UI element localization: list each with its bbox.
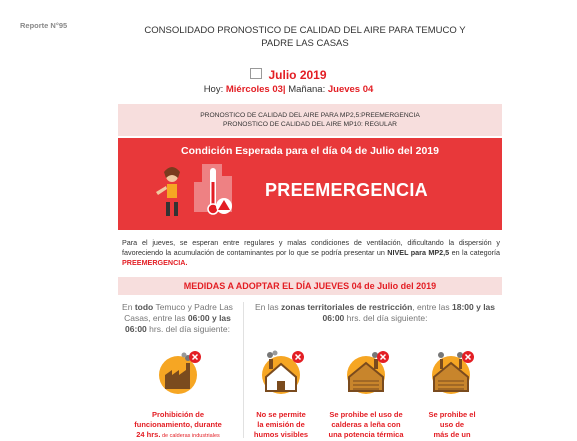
right-intro-b: zonas territoriales de restricción bbox=[280, 302, 413, 312]
condition-heading: Condición Esperada para el día 04 de Julio del 2019 bbox=[181, 145, 439, 157]
left-intro-a: En bbox=[122, 302, 135, 312]
month-label: Julio 2019 bbox=[268, 68, 327, 82]
caption-3-line-1: Se prohibe el uso de bbox=[329, 410, 403, 419]
today-label: Hoy: bbox=[203, 84, 224, 95]
description-text-1: Para el jueves, se esperan entre regulares y malas condiciones de ventilación, dificultando la dispersión y favoreciendo la acumulación de contaminantes por lo que se podría presentar un bbox=[122, 238, 500, 257]
description-bold: NIVEL para MP2,5 bbox=[387, 248, 450, 257]
tomorrow-value: Jueves 04 bbox=[327, 84, 374, 95]
caption-2-line-3: humos visibles bbox=[253, 430, 309, 439]
title-line-2: PADRE LAS CASAS bbox=[261, 38, 349, 49]
tomorrow-label: Mañana: bbox=[288, 84, 326, 95]
forecast-mp25: PRONOSTICO DE CALIDAD DEL AIRE PARA MP2,5:PREEMERGENCIA bbox=[200, 112, 420, 119]
left-intro-d: 06:00 y las 06:00 bbox=[125, 313, 231, 334]
right-intro-d: 18:00 y las 06:00 bbox=[322, 302, 496, 323]
measure-caption-4 bbox=[418, 410, 486, 440]
wood-boiler-prohibited-icon bbox=[343, 349, 389, 395]
page-title bbox=[125, 24, 485, 50]
calendar-icon bbox=[250, 68, 262, 79]
caption-4-line-2: uso de bbox=[439, 420, 465, 429]
description-level: PREEMERGENCIA. bbox=[122, 258, 188, 267]
today-value: Miércoles 03 bbox=[225, 84, 283, 95]
caption-4-line-1: Se prohibe el bbox=[428, 410, 476, 419]
measures-right-column bbox=[250, 302, 500, 324]
left-intro-e: hrs. del día siguiente: bbox=[146, 324, 230, 334]
forecast-band bbox=[118, 104, 502, 136]
caption-1-line-1: Prohibición de bbox=[151, 410, 205, 419]
month-heading bbox=[0, 68, 577, 82]
multiple-stoves-prohibited-icon bbox=[428, 349, 474, 395]
house-smoke-prohibited-icon bbox=[258, 349, 304, 395]
alert-level: PREEMERGENCIA bbox=[265, 180, 428, 200]
factory-prohibited-icon bbox=[155, 349, 201, 395]
caption-1-line-2: funcionamiento, durante bbox=[134, 420, 222, 429]
caption-2-line-2: la emisión de bbox=[257, 420, 305, 429]
right-intro-a: En las bbox=[254, 302, 281, 312]
left-intro-b: todo bbox=[134, 302, 154, 312]
caption-2-line-1: No se permite bbox=[256, 410, 306, 419]
right-intro-e: hrs. del día siguiente: bbox=[344, 313, 428, 323]
measure-caption-3 bbox=[322, 410, 410, 440]
report-number: Reporte N°95 bbox=[20, 21, 68, 30]
measure-caption-2 bbox=[241, 410, 321, 440]
date-line bbox=[0, 84, 577, 95]
caption-1-line-3: 24 hrs. bbox=[136, 430, 161, 439]
caption-3-line-3: una potencia térmica bbox=[328, 430, 404, 439]
left-intro-c: Temuco y Padre Las Casas, entre las bbox=[124, 302, 233, 323]
measure-caption-1 bbox=[128, 410, 228, 441]
measures-left-column bbox=[120, 302, 235, 335]
title-line-1: CONSOLIDADO PRONOSTICO DE CALIDAD DEL AIRE PARA TEMUCO Y bbox=[144, 25, 466, 36]
caption-3-line-2: calderas a leña con bbox=[331, 420, 401, 429]
description-text-2: en la categoría bbox=[449, 248, 500, 257]
right-intro-c: , entre las bbox=[412, 302, 452, 312]
caption-1-small: de calderas industriales bbox=[160, 433, 220, 439]
measures-heading: MEDIDAS A ADOPTAR EL DÍA JUEVES 04 de Julio del 2019 bbox=[118, 277, 502, 295]
forecast-description bbox=[122, 238, 500, 268]
caption-4-line-3: más de un bbox=[433, 430, 471, 439]
date-separator: | bbox=[282, 84, 286, 95]
forecast-mp10: PRONOSTICO DE CALIDAD DEL AIRE MP10: REGULAR bbox=[222, 121, 398, 128]
woman-alert-illustration bbox=[150, 162, 238, 222]
